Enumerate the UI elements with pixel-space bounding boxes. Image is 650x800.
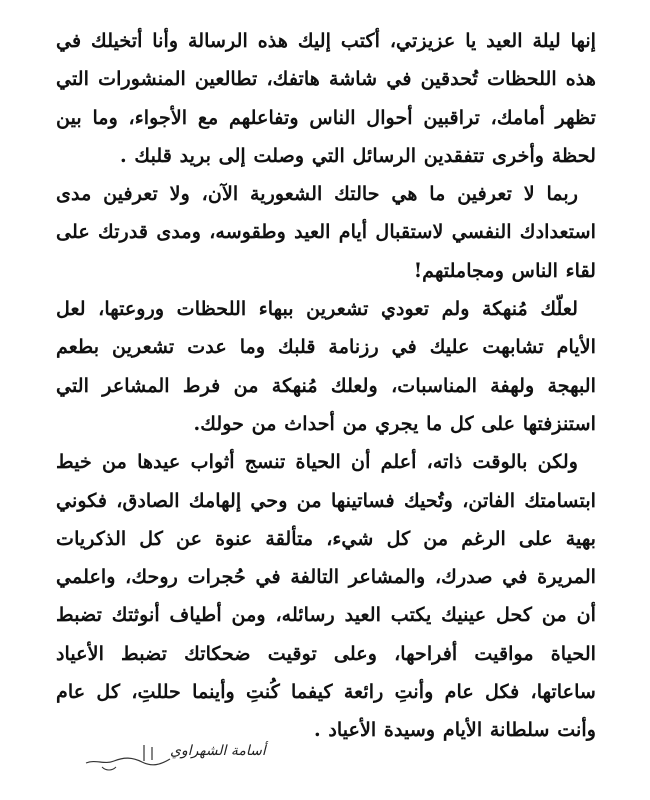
paragraph-2: ربما لا تعرفين ما هي حالتك الشعورية الآن، ولا تعرفين مدى استعدادك النفسي لاستقبال أيام العيد وطقوسه، ومدى قدرتك على لقاء الناس ومجاملتهم! [56,182,596,282]
signature-text: أسامة الشهراوي [170,743,266,759]
letter-body [56,22,596,750]
paragraph-4: ولكن بالوقت ذاته، أعلم أن الحياة تنسج أثواب عيدها من خيط ابتسامتك الفاتن، وتُحيك فساتينها من وحي إلهامك الصادق، فكوني بهية على الرغم من كل شيء، متألقة عنوة عن كل الذكريات المريرة في صدرك، والمشاعر التالفة في حُجرات روحك، واعلمي أن من كحل عينيك يكتب العيد رسائله، ومن أطياف أنوثتك تضبط الحياة مواقيت أفراحها، وعلى توقيت ضحكاتك تضبط الأعياد ساعاتها، فكل عام وأنتِ رائعة كيفما كُنتِ وأينما حللتِ، كل عام وأنت سلطانة الأيام وسيدة الأعياد . [56,450,596,742]
signature-drawing [82,735,266,775]
paragraph-3: لعلّك مُنهكة ولم تعودي تشعرين ببهاء اللحظات وروعتها، لعل الأيام تشابهت عليك في رزنامة قلبك وما عدت تشعرين بطعم البهجة ولهفة المناسبات، ولعلك مُنهكة من فرط المشاعر التي استنزفتها على كل ما يجري من أحداث من حولك. [56,297,596,435]
handwritten-signature [82,735,266,775]
paragraph-1: إنها ليلة العيد يا عزيزتي، أكتب إليك هذه الرسالة وأنا أتخيلك في هذه اللحظات تُحدقين في شاشة هاتفك، تطالعين المنشورات التي تظهر أمامك، تراقبين أحوال الناس وتفاعلهم مع الأجواء، وما بين لحظة وأخرى تتفقدين الرسائل التي وصلت إلى بريد قلبك . [56,29,596,167]
